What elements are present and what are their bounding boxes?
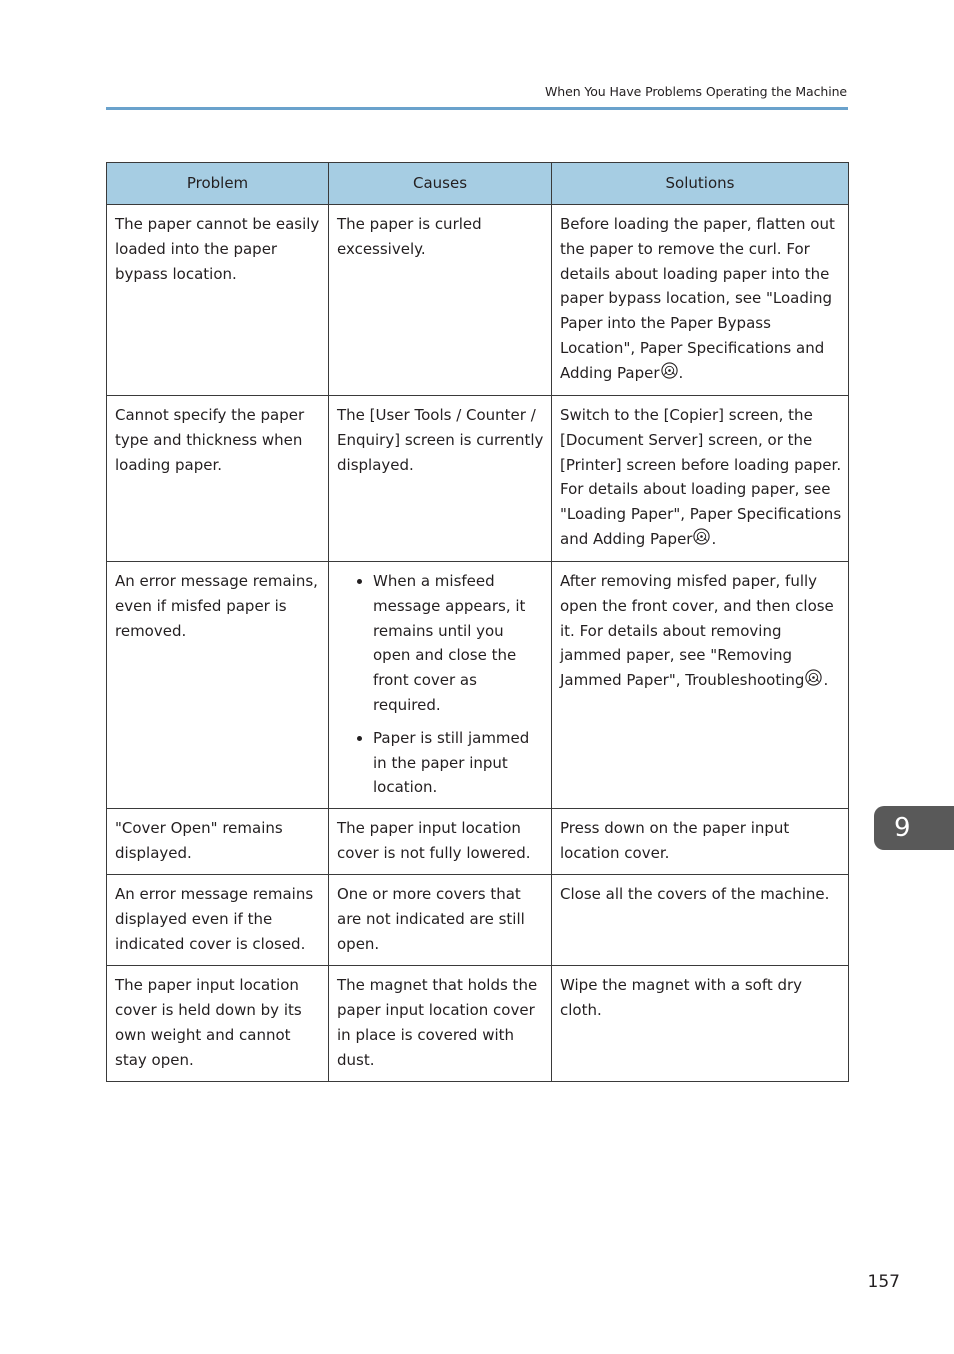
table-row	[107, 562, 849, 809]
problem-cell: An error message remains, even if misfed paper is removed.	[107, 562, 329, 809]
solution-end: .	[711, 529, 717, 548]
solution-cell	[552, 396, 849, 562]
manual-disc-icon	[693, 528, 710, 545]
cause-list	[337, 569, 545, 800]
column-header-causes: Causes	[329, 163, 552, 205]
cause-list-item: • Paper is still jammed in the paper input location.	[373, 726, 545, 800]
page-number: 157	[867, 1272, 900, 1292]
solution-cell: Press down on the paper input location cover.	[552, 809, 849, 875]
manual-disc-icon	[805, 669, 822, 686]
problem-cell: The paper cannot be easily loaded into the paper bypass location.	[107, 205, 329, 396]
cause-cell	[329, 562, 552, 809]
chapter-number: 9	[894, 813, 911, 843]
column-header-problem: Problem	[107, 163, 329, 205]
solution-cell	[552, 562, 849, 809]
cause-list-item: • When a misfeed message appears, it remains until you open and close the front cover as required.	[373, 569, 545, 718]
table-header-row	[107, 163, 849, 205]
table-row	[107, 205, 849, 396]
cause-cell: The paper is curled excessively.	[329, 205, 552, 396]
cause-cell: One or more covers that are not indicated are still open.	[329, 875, 552, 966]
solution-cell	[552, 205, 849, 396]
table-row	[107, 809, 849, 875]
solution-text: After removing misfed paper, fully open the front cover, and then close it. For details about removing jammed paper, see "Removing Jammed Paper", Troubleshooting	[560, 572, 834, 690]
solution-text: Before loading the paper, flatten out the paper to remove the curl. For details about loading paper into the paper bypass location, see "Loading Paper into the Paper Bypass Location", Paper Specifications and Adding Paper	[560, 215, 835, 382]
problem-cell: An error message remains displayed even if the indicated cover is closed.	[107, 875, 329, 966]
cause-cell: The [User Tools / Counter / Enquiry] screen is currently displayed.	[329, 396, 552, 562]
table-row	[107, 966, 849, 1082]
table-row	[107, 396, 849, 562]
manual-disc-icon	[661, 362, 678, 379]
troubleshooting-table	[106, 162, 849, 1082]
solution-cell: Close all the covers of the machine.	[552, 875, 849, 966]
cause-cell: The paper input location cover is not fully lowered.	[329, 809, 552, 875]
solution-cell: Wipe the magnet with a soft dry cloth.	[552, 966, 849, 1082]
problem-cell: The paper input location cover is held down by its own weight and cannot stay open.	[107, 966, 329, 1082]
header-rule	[106, 107, 848, 110]
table-row	[107, 875, 849, 966]
running-header: When You Have Problems Operating the Machine	[545, 84, 847, 99]
solution-end: .	[678, 363, 684, 382]
solution-end: .	[823, 671, 829, 690]
solution-text: Switch to the [Copier] screen, the [Document Server] screen, or the [Printer] screen before loading paper. For details about loading paper, see "Loading Paper", Paper Specifications and Adding Paper	[560, 406, 842, 548]
cause-cell: The magnet that holds the paper input location cover in place is covered with dust.	[329, 966, 552, 1082]
problem-cell: Cannot specify the paper type and thickness when loading paper.	[107, 396, 329, 562]
column-header-solutions: Solutions	[552, 163, 849, 205]
chapter-tab	[874, 806, 954, 850]
problem-cell: "Cover Open" remains displayed.	[107, 809, 329, 875]
